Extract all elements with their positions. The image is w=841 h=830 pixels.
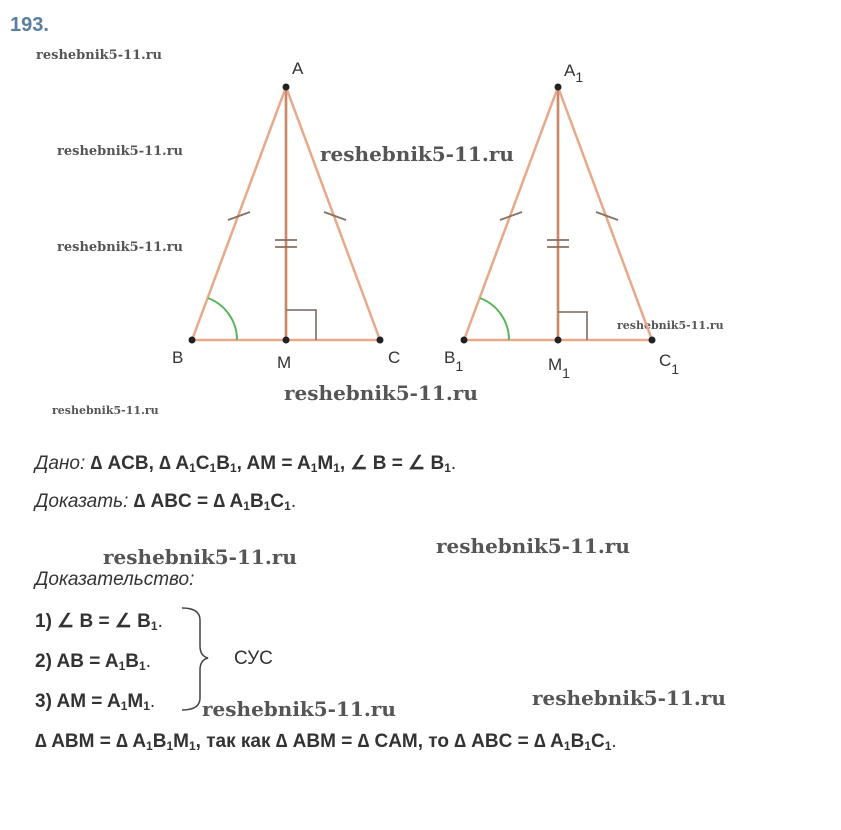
vertex-label-m: M	[277, 353, 292, 372]
watermark: reshebnik5-11.ru	[202, 697, 396, 721]
watermark: reshebnik5-11.ru	[57, 144, 184, 159]
vertex-label-a: A	[292, 59, 304, 78]
prove-line: Доказать: ∆ ABC = ∆ $A_1B_1C_1$.	[35, 491, 297, 513]
given-label: Дано:	[35, 453, 86, 474]
right-brace	[180, 604, 220, 714]
watermark: reshebnik5-11.ru	[36, 48, 163, 63]
sas-label: СУС	[234, 648, 273, 669]
triangle-a1b1c1	[444, 61, 679, 381]
watermark: reshebnik5-11.ru	[284, 381, 478, 405]
given-line: Дано: ∆ ACB, ∆ $A_1C_1B_1$, AM = $A_1M_1$, ∠ B = ∠ $B_1$.	[35, 453, 457, 475]
proof-step-3: 3) AM = $A_1M_1$.	[35, 691, 156, 713]
problem-number: 193.	[10, 14, 49, 36]
watermark: reshebnik5-11.ru	[57, 240, 184, 255]
proof-step-1: 1) ∠ B = ∠ $B_1$.	[35, 611, 163, 633]
vertex-label-c: C	[388, 348, 401, 367]
triangle-abc	[172, 59, 400, 372]
vertex-label-a1: $A_1$	[564, 61, 584, 85]
watermark: reshebnik5-11.ru	[436, 534, 630, 558]
proof-step-2: 2) AB = $A_1B_1$.	[35, 651, 151, 673]
vertex-label-m1: $M_1$	[548, 355, 570, 381]
vertex-label-c1: $C_1$	[659, 351, 680, 377]
watermark: reshebnik5-11.ru	[103, 545, 297, 569]
watermark: reshebnik5-11.ru	[320, 142, 514, 166]
proof-label: Доказательство:	[35, 569, 195, 590]
vertex-label-b1: $B_1$	[444, 348, 464, 374]
conclusion-line: ∆ ABM = ∆ $A_1B_1M_1$, так как ∆ ABM = ∆ CAM, то ∆ ABC = ∆ $A_1B_1C_1$.	[35, 731, 617, 753]
watermark: reshebnik5-11.ru	[617, 319, 724, 332]
watermark: reshebnik5-11.ru	[52, 404, 159, 417]
vertex-label-b: B	[172, 348, 184, 367]
prove-label: Доказать:	[35, 491, 129, 512]
watermark: reshebnik5-11.ru	[532, 686, 726, 710]
